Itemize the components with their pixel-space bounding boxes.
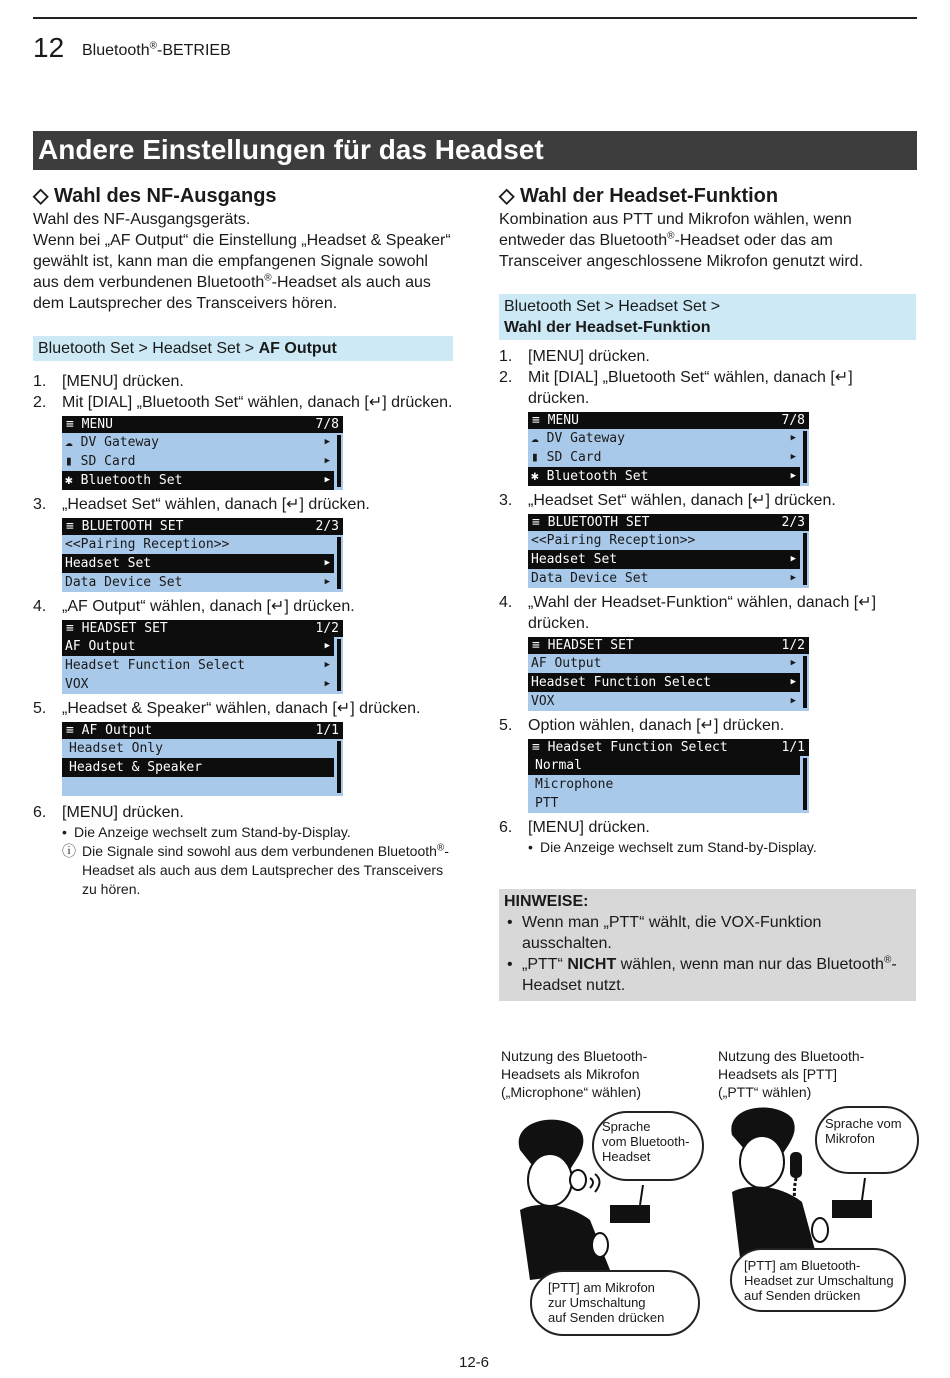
left-steps-cont	[33, 698, 453, 719]
left-menu-path: Bluetooth Set > Headset Set > AF Output	[33, 336, 453, 361]
arrow-right-icon: ▶	[324, 679, 330, 689]
step: 6. [MENU] drücken.	[499, 819, 650, 836]
bluetooth-icon: ✱	[65, 473, 81, 488]
left-intro-1: Wahl des NF-Ausgangsgeräts.	[33, 211, 251, 228]
header-rule	[33, 17, 917, 19]
arrow-right-icon: ▶	[324, 558, 330, 568]
arrow-right-icon: ▶	[790, 573, 796, 583]
arrow-right-icon: ▶	[790, 658, 796, 668]
sd-card-icon: ▮	[65, 454, 81, 469]
list-icon: ≡	[66, 621, 82, 636]
lcd-af-output-screen: ≡ AF Output 1/1 Headset Only Headset & Speaker	[62, 722, 343, 796]
list-icon: ≡	[532, 515, 548, 530]
arrow-right-icon: ▶	[324, 577, 330, 587]
cloud-icon: ☁	[65, 435, 81, 450]
step: 4. „Wahl der Headset-Funktion“ wählen, danach [↵] drücken.	[499, 594, 877, 632]
step: 6. [MENU] drücken.	[33, 804, 184, 821]
speech-bubble: [PTT] am Bluetooth- Headset zur Umschaltung auf Senden drücken	[730, 1248, 906, 1312]
illus-caption-microphone: Nutzung des Bluetooth- Headsets als Mikrofon („Microphone“ wählen)	[501, 1048, 648, 1100]
step: 2. Mit [DIAL] „Bluetooth Set“ wählen, danach [↵] drücken.	[499, 369, 853, 407]
info-icon: ⓘ	[62, 843, 76, 859]
arrow-right-icon: ▶	[790, 452, 796, 462]
info-note: ⓘ Die Signale sind sowohl aus dem verbundenen Bluetooth®-Headset als auch aus dem Lautsprecher des Transceivers zu hören.	[62, 842, 449, 897]
lcd-headset-set-screen: ≡ HEADSET SET 1/2 AF Output ▶ Headset Function Select ▶ VOX ▶	[528, 637, 809, 711]
sub-note: • Die Anzeige wechselt zum Stand-by-Display.	[528, 839, 817, 855]
cloud-icon: ☁	[531, 431, 547, 446]
step: 5. Option wählen, danach [↵] drücken.	[499, 717, 785, 734]
speech-bubble: [PTT] am Mikrofon zur Umschaltung auf Senden drücken	[530, 1270, 700, 1336]
list-icon: ≡	[532, 638, 548, 653]
page-number: 12-6	[459, 1354, 490, 1371]
chapter-title: Bluetooth®-BETRIEB	[82, 40, 231, 59]
left-steps-cont	[33, 494, 453, 515]
left-column	[33, 183, 453, 899]
arrow-right-icon: ▶	[790, 554, 796, 564]
arrow-right-icon: ▶	[324, 456, 330, 466]
step: 4. „AF Output“ wählen, danach [↵] drücken.	[33, 598, 355, 615]
right-steps-cont	[499, 490, 916, 511]
section-title-bar	[33, 131, 917, 170]
list-icon: ≡	[532, 413, 548, 428]
sd-card-icon: ▮	[531, 450, 547, 465]
arrow-right-icon: ▶	[790, 677, 796, 687]
speech-bubble: Sprache vom Mikrofon	[815, 1106, 919, 1174]
lcd-headset-function-screen: ≡ Headset Function Select 1/1 Normal Microphone PTT	[528, 739, 809, 813]
scrollbar	[337, 435, 341, 487]
right-steps	[499, 346, 916, 409]
lcd-bluetooth-set-screen: ≡ BLUETOOTH SET 2/3 <<Pairing Reception>> Headset Set ▶ Data Device Set ▶	[62, 518, 343, 592]
arrow-right-icon: ▶	[324, 641, 330, 651]
step: 3. „Headset Set“ wählen, danach [↵] drücken.	[33, 496, 370, 513]
arrow-right-icon: ▶	[324, 475, 330, 485]
right-menu-path: Bluetooth Set > Headset Set > Wahl der Headset-Funktion	[499, 294, 916, 340]
list-icon: ≡	[66, 519, 82, 534]
speech-bubble: Sprache vom Bluetooth- Headset	[592, 1111, 704, 1181]
note-item: • Wenn man „PTT“ wählt, die VOX-Funktion ausschalten.	[507, 914, 822, 952]
chapter-number: 12	[33, 32, 65, 63]
step: 1. [MENU] drücken.	[33, 373, 184, 390]
step: 1. [MENU] drücken.	[499, 348, 650, 365]
right-heading: ◇ Wahl der Headset-Funktion	[499, 185, 779, 207]
right-intro: Kombination aus PTT und Mikrofon wählen, wenn entweder das Bluetooth®-Headset oder das am Transceiver angeschlossene Mikrofon genutzt wird.	[499, 211, 864, 270]
scrollbar	[803, 431, 807, 483]
note-item: • „PTT“ NICHT wählen, wenn man nur das Bluetooth®-Headset nutzt.	[507, 954, 897, 994]
scrollbar	[803, 656, 807, 708]
lcd-menu-screen: ≡ MENU 7/8 ☁ DV Gateway ▶ ▮ SD Card ▶ ✱ Bluetooth Set ▶	[62, 416, 343, 490]
step: 5. „Headset & Speaker“ wählen, danach [↵] drücken.	[33, 700, 421, 717]
step: 3. „Headset Set“ wählen, danach [↵] drücken.	[499, 492, 836, 509]
arrow-right-icon: ▶	[324, 660, 330, 670]
left-steps-cont	[33, 802, 453, 823]
right-steps-cont	[499, 817, 916, 838]
scrollbar	[803, 758, 807, 810]
notes-title: HINWEISE:	[504, 893, 589, 910]
scrollbar	[803, 533, 807, 585]
arrow-right-icon: ▶	[790, 433, 796, 443]
sub-note: • Die Anzeige wechselt zum Stand-by-Display.	[62, 824, 351, 840]
bluetooth-icon: ✱	[531, 469, 547, 484]
notes-box	[499, 889, 916, 1001]
lcd-menu-screen: ≡ MENU 7/8 ☁ DV Gateway ▶ ▮ SD Card ▶ ✱ Bluetooth Set ▶	[528, 412, 809, 486]
lcd-headset-set-screen: ≡ HEADSET SET 1/2 AF Output ▶ Headset Function Select ▶ VOX ▶	[62, 620, 343, 694]
step: 2. Mit [DIAL] „Bluetooth Set“ wählen, danach [↵] drücken.	[33, 394, 453, 411]
arrow-right-icon: ▶	[790, 696, 796, 706]
scrollbar	[337, 741, 341, 793]
list-icon: ≡	[66, 723, 82, 738]
arrow-right-icon: ▶	[790, 471, 796, 481]
scrollbar	[337, 537, 341, 589]
lcd-bluetooth-set-screen: ≡ BLUETOOTH SET 2/3 <<Pairing Reception>> Headset Set ▶ Data Device Set ▶	[528, 514, 809, 588]
right-column	[499, 183, 916, 1001]
list-icon: ≡	[532, 740, 548, 755]
arrow-right-icon: ▶	[324, 437, 330, 447]
right-steps-cont	[499, 592, 916, 634]
right-steps-cont	[499, 715, 916, 736]
illus-caption-ptt: Nutzung des Bluetooth- Headsets als [PTT] („PTT“ wählen)	[718, 1048, 865, 1100]
left-steps	[33, 371, 453, 413]
left-steps-cont	[33, 596, 453, 617]
list-icon: ≡	[66, 417, 82, 432]
left-intro-2: Wenn bei „AF Output“ die Einstellung „Headset & Speaker“ gewählt ist, kann man die empfangenen Signale sowohl aus dem verbundenen Bluetooth®-Headset als auch aus dem Lautsprecher des Transceivers hören.	[33, 232, 451, 312]
left-heading: ◇ Wahl des NF-Ausgangs	[33, 185, 277, 207]
section-title: Andere Einstellungen für das Headset	[38, 134, 544, 165]
scrollbar	[337, 639, 341, 691]
